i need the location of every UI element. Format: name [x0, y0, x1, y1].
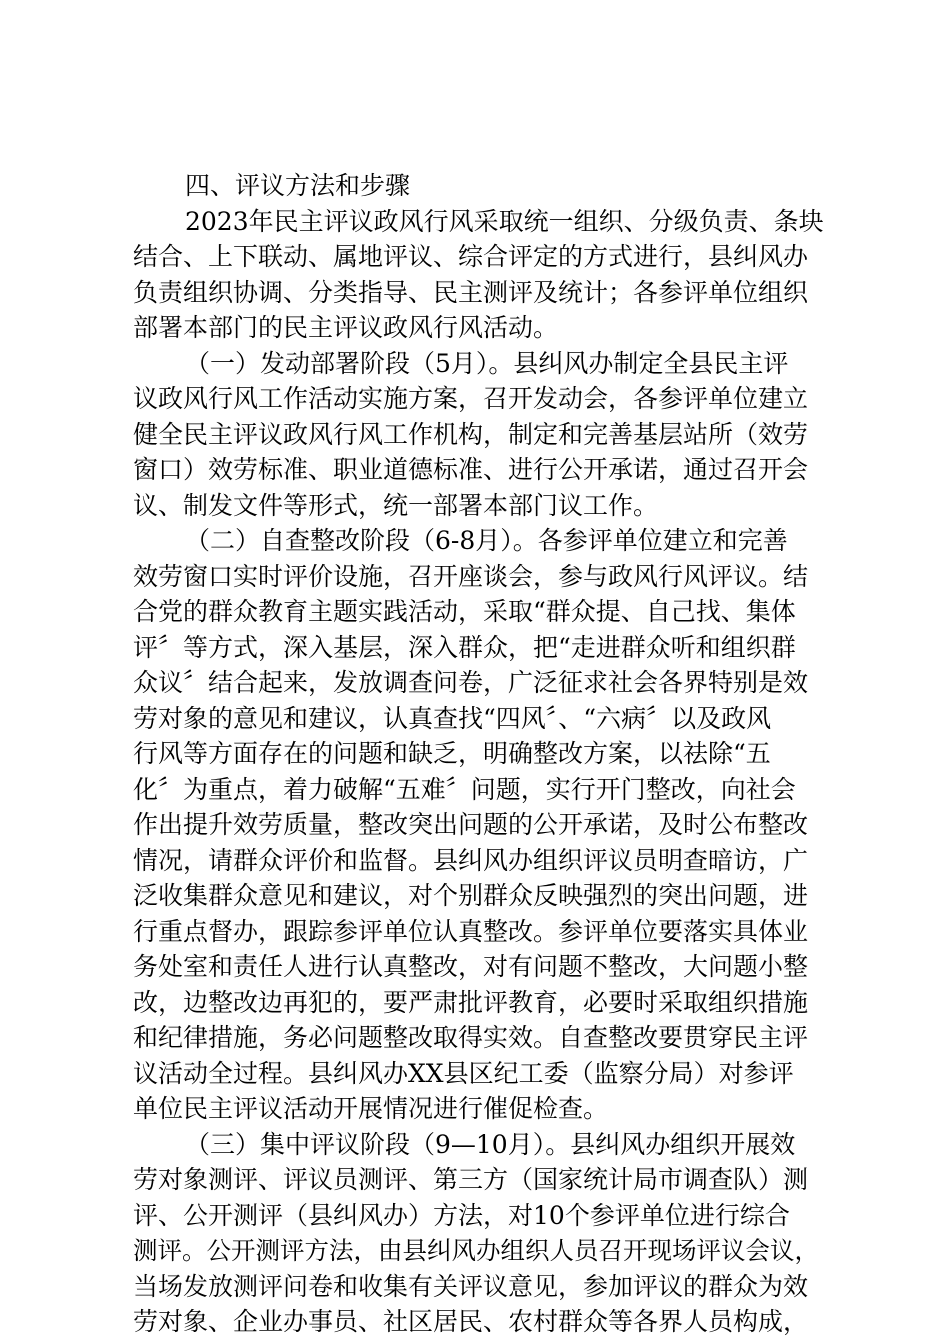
- paragraph-line: 行重点督办，跟踪参评单位认真整改。参评单位要落实具体业: [133, 916, 809, 946]
- paragraph-line: （一）发动部署阶段（5月）。县纠风办制定全县民主评: [185, 348, 789, 378]
- paragraph-line: 当场发放测评问卷和收集有关评议意见，参加评议的群众为效: [133, 1271, 809, 1301]
- paragraph-line: 议、制发文件等形式，统一部署本部门议工作。: [133, 490, 659, 520]
- paragraph-line: 情况，请群众评价和监督。县纠风办组织评议员明查暗访，广: [133, 845, 809, 875]
- paragraph-line: （二）自查整改阶段（6-8月）。各参评单位建立和完善: [185, 526, 788, 555]
- paragraph-line: 劳对象、企业办事员、社区居民、农村群众等各界人员构成，: [133, 1307, 809, 1336]
- paragraph-line: 劳对象的意见和建议，认真查找“四风〞、“六病〞以及政风: [133, 703, 772, 733]
- paragraph-line: 劳对象测评、评议员测评、第三方（国家统计局市调查队）测: [133, 1165, 809, 1194]
- paragraph-line: 测评。公开测评方法，由县纠风办组织人员召开现场评议会议，: [133, 1236, 819, 1265]
- paragraph-2: [133, 346, 828, 524]
- paragraph-line: 结合、上下联动、属地评议、综合评定的方式进行，县纠风办: [133, 242, 809, 271]
- paragraph-line: 合党的群众教育主题实践活动，采取“群众提、自己找、集体: [133, 597, 796, 626]
- paragraph-line: 行风等方面存在的问题和缺乏，明确整改方案，以祛除“五: [133, 739, 771, 768]
- paragraph-3: [133, 523, 828, 1127]
- paragraph-line: 评、公开测评（县纠风办）方法，对10个参评单位进行综合: [133, 1200, 790, 1230]
- paragraph-line: 单位民主评议活动开展情况进行催促检查。: [133, 1094, 609, 1123]
- paragraph-line: 务处室和责任人进行认真整改，对有问题不整改，大问题小整: [133, 952, 809, 981]
- paragraph-1: [133, 204, 828, 346]
- paragraph-line: 部署本部门的民主评议政风行风活动。: [133, 313, 559, 342]
- paragraph-line: 2023年民主评议政风行风采取统一组织、分级负责、条块: [185, 206, 824, 236]
- paragraph-line: 作出提升效劳质量，整改突出问题的公开承诺，及时公布整改: [133, 810, 809, 839]
- paragraph-line: 和纪律措施，务必问题整改取得实效。自查整改要贯穿民主评: [133, 1023, 809, 1052]
- paragraph-line: 评〞等方式，深入基层，深入群众，把“走进群众听和组织群: [133, 632, 796, 662]
- paragraph-line: 议活动全过程。县纠风办XX县区纪工委（监察分局）对参评: [133, 1058, 794, 1088]
- paragraph-line: 负责组织协调、分类指导、民主测评及统计；各参评单位组织: [133, 277, 809, 307]
- paragraph-line: 化〞为重点，着力破解“五难〞问题，实行开门整改，向社会: [133, 774, 796, 804]
- paragraph-line: （三）集中评议阶段（9—10月）。县纠风办组织开展效: [185, 1129, 796, 1159]
- paragraph-line: 泛收集群众意见和建议，对个别群众反映强烈的突出问题，进: [133, 881, 809, 910]
- section-heading: 四、评议方法和步骤: [185, 171, 411, 200]
- paragraph-line: 窗口）效劳标准、职业道德标准、进行公开承诺，通过召开会: [133, 455, 809, 484]
- paragraph-line: 众议〞结合起来，发放调查问卷，广泛征求社会各界特别是效: [133, 668, 809, 697]
- paragraph-line: 健全民主评议政风行风工作机构，制定和完善基层站所（效劳: [133, 419, 809, 449]
- paragraph-line: 议政风行风工作活动实施方案，召开发动会，各参评单位建立: [133, 384, 809, 413]
- paragraph-line: 改，边整改边再犯的，要严肃批评教育，必要时采取组织措施: [133, 987, 809, 1017]
- document-body: [133, 168, 828, 1340]
- paragraph-line: 效劳窗口实时评价设施，召开座谈会，参与政风行风评议。结: [133, 561, 809, 591]
- paragraph-4: [133, 1127, 828, 1340]
